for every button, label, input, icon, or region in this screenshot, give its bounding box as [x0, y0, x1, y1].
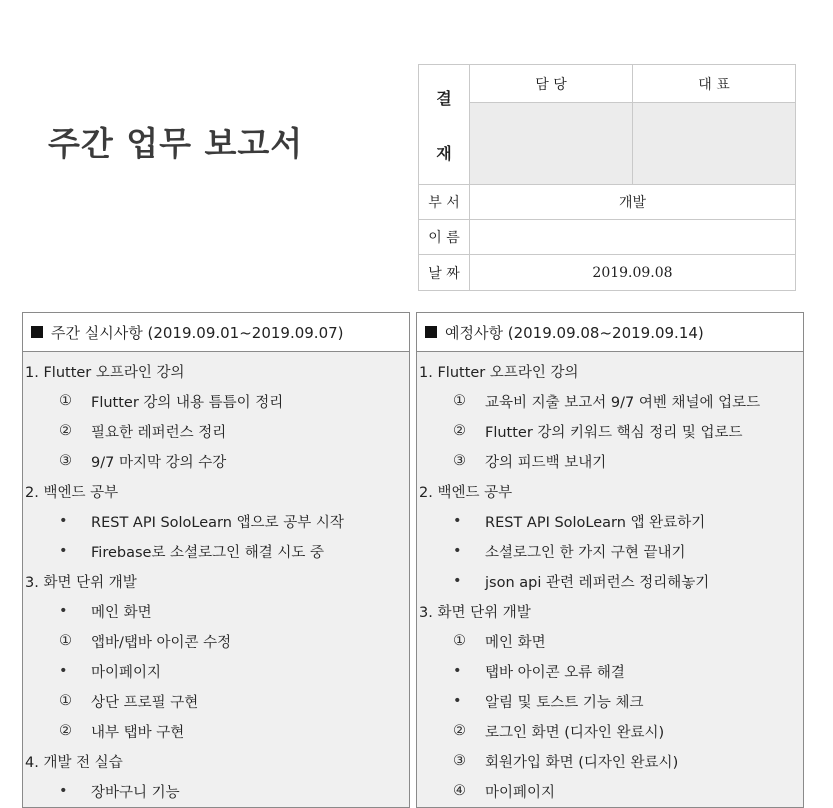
bullet-icon: • — [59, 783, 68, 799]
list-item — [23, 446, 409, 476]
list-item — [417, 416, 803, 446]
list-item — [23, 416, 409, 446]
date-label: 날 짜 — [419, 255, 470, 291]
list-item — [417, 386, 803, 416]
list-item — [417, 356, 803, 386]
circled-number: ① — [453, 633, 466, 649]
list-item — [23, 686, 409, 716]
bullet-icon: • — [453, 513, 462, 529]
list-item — [417, 476, 803, 506]
bullet-icon: • — [59, 603, 68, 619]
list-item-text: 탭바 아이콘 오류 해결 — [485, 664, 625, 681]
list-item — [417, 596, 803, 626]
list-item-text: 3. 화면 단위 개발 — [419, 604, 531, 621]
list-item — [417, 626, 803, 656]
list-item-text: 3. 화면 단위 개발 — [25, 574, 137, 591]
weekly-done-header-label: 주간 실시사항 (2019.09.01~2019.09.07) — [51, 323, 344, 342]
dept-label: 부 서 — [419, 185, 470, 220]
name-value — [470, 220, 796, 255]
list-item-text: 1. Flutter 오프라인 강의 — [25, 364, 185, 381]
approval-sign-cell-1 — [470, 103, 633, 185]
circled-number: ③ — [59, 453, 72, 469]
list-item-text: 상단 프로필 구현 — [91, 694, 199, 711]
list-item — [23, 596, 409, 626]
list-item — [23, 536, 409, 566]
list-item-text: REST API SoloLearn 앱으로 공부 시작 — [91, 514, 344, 531]
list-item — [23, 626, 409, 656]
list-item — [417, 446, 803, 476]
planned-header — [416, 312, 804, 352]
name-label: 이 름 — [419, 220, 470, 255]
approval-label-top: 결 — [436, 88, 452, 108]
list-item-text: Flutter 강의 키워드 핵심 정리 및 업로드 — [485, 424, 743, 441]
list-item-text: json api 관련 레퍼런스 정리해놓기 — [485, 574, 710, 591]
list-item-text: 강의 피드백 보내기 — [485, 454, 607, 471]
bullet-icon: • — [453, 573, 462, 589]
list-item-text: Firebase로 소셜로그인 해결 시도 중 — [91, 544, 324, 561]
approval-col1-header: 담 당 — [470, 65, 633, 103]
circled-number: ① — [59, 633, 72, 649]
date-value: 2019.09.08 — [470, 255, 796, 291]
circled-number: ② — [59, 723, 72, 739]
list-item — [23, 476, 409, 506]
approval-sign-cell-2 — [632, 103, 795, 185]
list-item-text: Flutter 강의 내용 틈틈이 정리 — [91, 394, 284, 411]
approval-label-bottom: 재 — [436, 143, 452, 163]
circled-number: ② — [453, 723, 466, 739]
list-item-text: 교육비 지출 보고서 9/7 여벤 채널에 업로드 — [485, 394, 761, 411]
circled-number: ④ — [453, 783, 466, 799]
list-item — [23, 776, 409, 806]
list-item-text: 4. 개발 전 실습 — [25, 754, 123, 771]
list-item-text: 필요한 레퍼런스 정리 — [91, 424, 227, 441]
approval-table — [418, 64, 796, 291]
list-item-text: 메인 화면 — [485, 634, 546, 651]
list-item — [23, 566, 409, 596]
list-item-text: 내부 탭바 구현 — [91, 724, 185, 741]
list-item — [417, 746, 803, 776]
bullet-icon: • — [59, 543, 68, 559]
black-square-icon — [31, 326, 43, 338]
planned-list — [416, 352, 804, 808]
list-item-text: 9/7 마지막 강의 수강 — [91, 454, 227, 471]
bullet-icon: • — [59, 663, 68, 679]
bullet-icon: • — [453, 663, 462, 679]
page-title: 주간 업무 보고서 — [48, 124, 304, 163]
list-item-text: 소셜로그인 한 가지 구현 끝내기 — [485, 544, 686, 561]
dept-value: 개발 — [470, 185, 796, 220]
list-item — [417, 506, 803, 536]
approval-label-cell — [419, 65, 470, 185]
list-item — [417, 776, 803, 806]
list-item — [23, 656, 409, 686]
list-item — [23, 506, 409, 536]
list-item — [417, 716, 803, 746]
list-item-text: 마이페이지 — [485, 784, 556, 801]
list-item-text: 회원가입 화면 (디자인 완료시) — [485, 754, 679, 771]
list-item-text: 알림 및 토스트 기능 체크 — [485, 694, 644, 711]
list-item-text: 2. 백엔드 공부 — [25, 484, 119, 501]
list-item — [23, 716, 409, 746]
list-item — [417, 686, 803, 716]
list-item — [23, 746, 409, 776]
weekly-done-header — [22, 312, 410, 352]
list-item-text: 2. 백엔드 공부 — [419, 484, 513, 501]
circled-number: ② — [453, 423, 466, 439]
list-item — [23, 356, 409, 386]
circled-number: ① — [453, 393, 466, 409]
circled-number: ③ — [453, 453, 466, 469]
bullet-icon: • — [453, 693, 462, 709]
list-item-text: 앱바/탭바 아이콘 수정 — [91, 634, 232, 651]
list-item-text: 장바구니 기능 — [91, 784, 180, 801]
approval-col2-header: 대 표 — [632, 65, 795, 103]
circled-number: ③ — [453, 753, 466, 769]
circled-number: ② — [59, 423, 72, 439]
black-square-icon — [425, 326, 437, 338]
list-item-text: 마이페이지 — [91, 664, 162, 681]
list-item-text: 로그인 화면 (디자인 완료시) — [485, 724, 665, 741]
list-item — [417, 566, 803, 596]
bullet-icon: • — [453, 543, 462, 559]
list-item-text: REST API SoloLearn 앱 완료하기 — [485, 514, 706, 531]
list-item — [417, 656, 803, 686]
list-item-text: 1. Flutter 오프라인 강의 — [419, 364, 579, 381]
list-item — [417, 536, 803, 566]
list-item — [23, 386, 409, 416]
planned-header-label: 예정사항 (2019.09.08~2019.09.14) — [445, 323, 704, 342]
list-item-text: 메인 화면 — [91, 604, 152, 621]
weekly-done-list — [22, 352, 410, 808]
bullet-icon: • — [59, 513, 68, 529]
circled-number: ① — [59, 693, 72, 709]
circled-number: ① — [59, 393, 72, 409]
planned-section — [416, 312, 804, 808]
weekly-done-section — [22, 312, 410, 808]
